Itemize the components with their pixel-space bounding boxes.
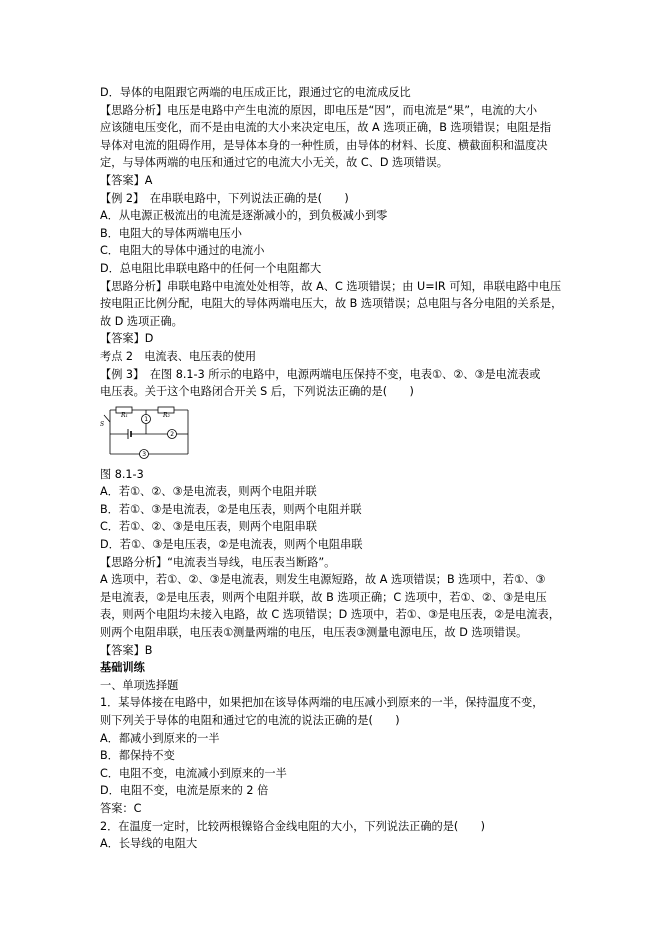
text-line: 则下列关于导体的电阻和通过它的电流的说法正确的是( ) <box>100 714 400 727</box>
text-line: 答案：C <box>100 801 142 815</box>
text-line: 【例 3】 在图 8.1-3 所示的电路中，电源两端电压保持不变，电表①、②、③是电流表或 <box>100 367 541 381</box>
text-line: D．电阻不变，电流是原来的 2 倍 <box>100 784 269 798</box>
text-block-b <box>100 483 562 659</box>
text-line: 2．在温度一定时，比较两根镍铬合金线电阻的大小，下列说法正确的是( ) <box>100 819 486 833</box>
text-line: D．若①、③是电压表，②是电流表，则两个电阻串联 <box>100 538 363 552</box>
text-line: C．电阻大的导体中通过的电流小 <box>100 244 265 258</box>
text-line: A 选项中，若①、②、③是电流表，则发生电源短路，故 A 选项错误；B 选项中，若①、③ <box>100 573 546 587</box>
text-line: D．导体的电阻跟它两端的电压成正比，跟通过它的电流成反比 <box>100 86 411 99</box>
text-block-c <box>100 677 562 853</box>
document-page <box>100 84 562 853</box>
text-line: 【思路分析】“电流表当导线，电压表当断路”。 <box>100 555 336 569</box>
text-line: 定，与导体两端的电压和通过它的电流大小无关，故 C、D 选项错误。 <box>100 156 448 170</box>
text-line: 按电阻正比例分配，电阻大的导体两端电压大，故 B 选项错误；总电阻与各分电阻的关系是， <box>100 297 563 311</box>
circuit-svg <box>100 402 200 464</box>
text-line: A．若①、②、③是电流表，则两个电阻并联 <box>100 485 317 499</box>
r1-label: R₁ <box>121 411 128 419</box>
text-line: 一、单项选择题 <box>100 678 179 692</box>
text-line: 是电流表，②是电压表，则两个电阻并联，故 B 选项正确；C 选项中，若①、②、③是电压 <box>100 590 547 604</box>
text-line: D．总电阻比串联电路中的任何一个电阻都大 <box>100 261 322 275</box>
text-line: A．从电源正极流出的电流是逐渐减小的，到负极减小到零 <box>100 209 388 223</box>
text-line: 【思路分析】串联电路中电流处处相等，故 A、C 选项错误；由 U=IR 可知，串联电路中电压 <box>100 279 562 293</box>
text-line: 则两个电阻串联，电压表①测量两端的电压，电压表③测量电源电压，故 D 选项错误。 <box>100 626 528 640</box>
text-line: 电压表。关于这个电路闭合开关 S 后，下列说法正确的是( ) <box>100 385 414 399</box>
text-line: 1．某导体接在电路中，如果把加在该导体两端的电压减小到原来的一半，保持温度不变， <box>100 696 544 710</box>
switch-label: S <box>100 420 105 428</box>
text-line: 【答案】B <box>100 643 153 657</box>
meter-2-label: 2 <box>170 430 175 438</box>
text-line: 应该随电压变化，而不是由电流的大小来决定电压，故 A 选项正确，B 选项错误；电阻是指 <box>100 121 552 135</box>
circuit-diagram <box>100 402 200 464</box>
text-line: 【答案】D <box>100 332 154 346</box>
r2-label: R₂ <box>163 411 170 419</box>
text-line: 【答案】A <box>100 173 153 187</box>
text-line: 表，则两个电阻均未接入电路，故 C 选项错误；D 选项中，若①、③是电压表，②是电流表， <box>100 608 560 622</box>
text-line: B．都保持不变 <box>100 749 175 763</box>
text-line: A．长导线的电阻大 <box>100 837 198 851</box>
text-line: B．若①、③是电流表，②是电压表，则两个电阻并联 <box>100 502 362 516</box>
text-line: 导体对电流的阻碍作用，是导体本身的一种性质，由导体的材料、长度、横截面积和温度决 <box>100 138 548 152</box>
text-line: 故 D 选项正确。 <box>100 314 183 328</box>
text-line: C．若①、②、③是电压表，则两个电阻串联 <box>100 520 317 534</box>
meter-3-label: 3 <box>142 450 147 458</box>
text-line: C．电阻不变，电流减小到原来的一半 <box>100 766 287 780</box>
figure-caption: 图 8.1-3 <box>100 467 144 481</box>
text-line: 考点 2 电流表、电压表的使用 <box>100 349 257 363</box>
text-line: B．电阻大的导体两端电压小 <box>100 226 242 240</box>
section-title: 基础训练 <box>100 661 145 675</box>
text-block-a <box>100 84 562 401</box>
text-line: 【例 2】 在串联电路中，下列说法正确的是( ) <box>100 191 349 205</box>
text-line: 【思路分析】电压是电路中产生电流的原因，即电压是“因”，而电流是“果”，电流的大小 <box>100 103 538 117</box>
switch <box>104 415 110 422</box>
meter-1-label: 1 <box>144 415 149 423</box>
text-line: A．都减小到原来的一半 <box>100 731 220 745</box>
